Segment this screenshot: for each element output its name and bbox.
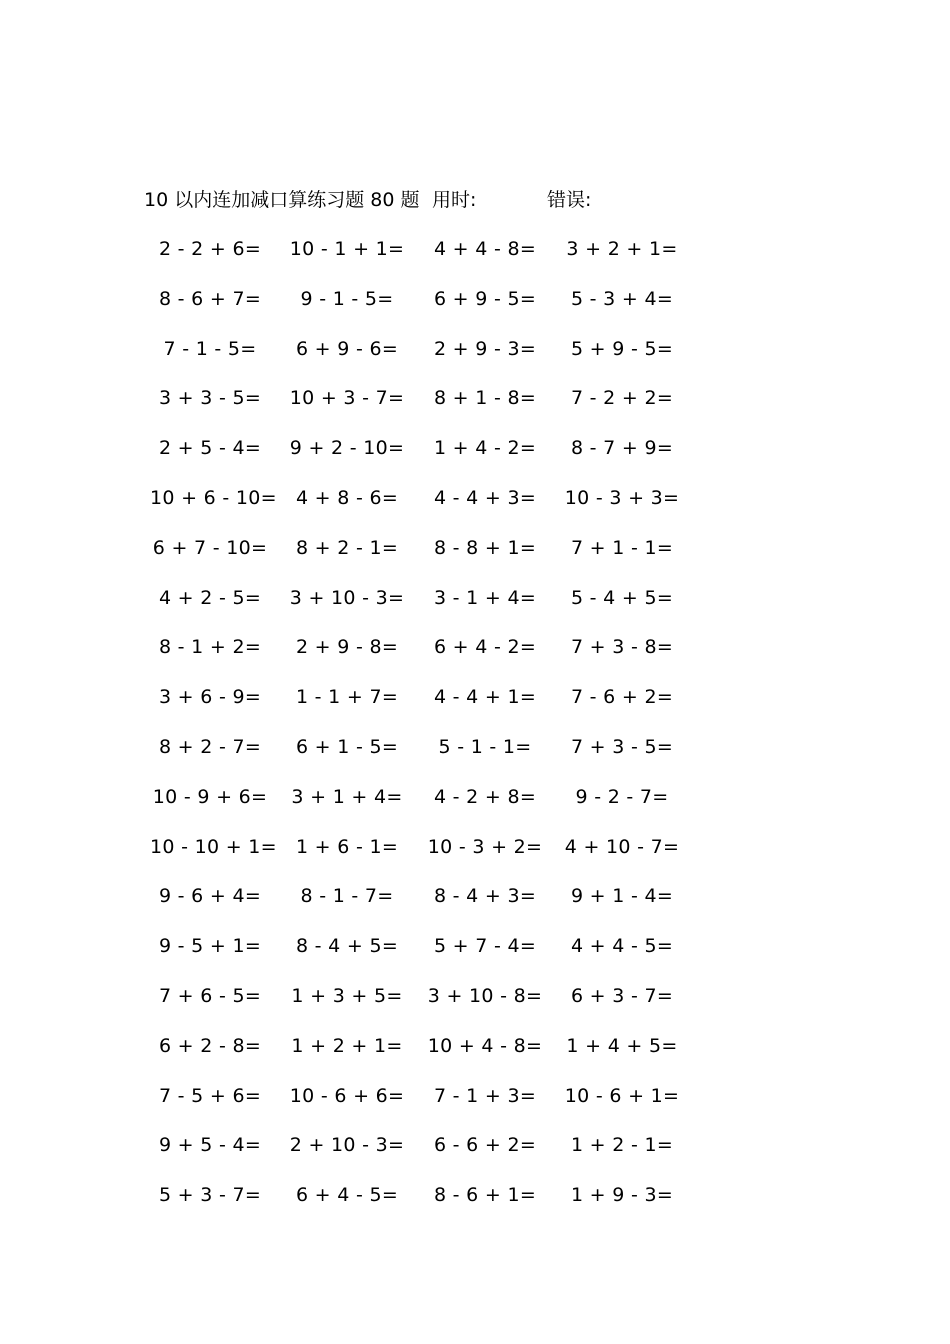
problem-cell: 1 - 1 + 7= [295, 686, 399, 709]
problem-cell: 2 + 10 - 3= [289, 1134, 405, 1157]
problem-cell: 6 + 2 - 8= [158, 1034, 262, 1057]
problem-row [0, 681, 950, 731]
problem-cell: 6 + 4 - 5= [295, 1184, 399, 1207]
problem-cell: 6 + 1 - 5= [295, 735, 399, 758]
problem-cell: 3 + 10 - 8= [427, 984, 543, 1007]
problem-cell: 8 - 8 + 1= [433, 536, 537, 559]
problem-cell: 5 + 9 - 5= [570, 337, 674, 360]
time-label: 用时: [432, 189, 477, 211]
problem-cell: 8 - 4 + 5= [295, 935, 399, 958]
problem-cell: 3 - 1 + 4= [433, 586, 537, 609]
problem-cell: 2 + 9 - 8= [295, 636, 399, 659]
problem-cell: 1 + 2 + 1= [291, 1034, 403, 1057]
problem-cell: 7 - 2 + 2= [570, 387, 674, 410]
problem-cell: 5 + 7 - 4= [433, 935, 537, 958]
problem-cell: 6 + 9 - 6= [295, 337, 399, 360]
problem-cell: 1 + 4 + 5= [566, 1034, 678, 1057]
problem-cell: 8 - 1 + 2= [158, 636, 262, 659]
problem-cell: 10 - 6 + 6= [289, 1084, 405, 1107]
problem-cell: 10 - 10 + 1= [150, 835, 277, 858]
problem-cell: 6 + 4 - 2= [433, 636, 537, 659]
problem-cell: 4 - 4 + 1= [433, 686, 537, 709]
problem-cell: 4 + 8 - 6= [295, 486, 399, 509]
problem-cell: 8 + 2 - 7= [158, 735, 262, 758]
problem-cell: 3 + 6 - 9= [158, 686, 262, 709]
problem-cell: 7 + 3 - 8= [570, 636, 674, 659]
problem-row [0, 432, 950, 482]
problem-cell: 5 - 1 - 1= [438, 735, 532, 758]
problem-cell: 9 + 1 - 4= [570, 885, 674, 908]
problem-cell: 4 + 2 - 5= [158, 586, 262, 609]
problem-row [0, 880, 950, 930]
problem-cell: 10 + 3 - 7= [289, 387, 405, 410]
problem-cell: 10 - 3 + 2= [427, 835, 543, 858]
problem-cell: 4 + 10 - 7= [564, 835, 680, 858]
problem-row [0, 1030, 950, 1080]
problem-cell: 7 - 1 + 3= [433, 1084, 537, 1107]
errors-label: 错误: [547, 189, 592, 211]
problem-row [0, 631, 950, 681]
problem-cell: 7 + 1 - 1= [570, 536, 674, 559]
problem-cell: 2 - 2 + 6= [158, 238, 262, 260]
problem-cell: 4 + 4 - 5= [570, 935, 674, 958]
problem-cell: 4 - 2 + 8= [433, 785, 537, 808]
problem-row [0, 382, 950, 432]
problem-cell: 10 - 1 + 1= [289, 238, 405, 260]
problem-cell: 9 + 5 - 4= [158, 1134, 262, 1157]
problem-cell: 1 + 2 - 1= [570, 1134, 674, 1157]
problem-cell: 7 + 6 - 5= [158, 984, 262, 1007]
problem-cell: 7 - 6 + 2= [570, 686, 674, 709]
problem-row [0, 283, 950, 333]
problem-cell: 9 - 6 + 4= [158, 885, 262, 908]
problem-row [0, 831, 950, 881]
problem-grid [0, 233, 950, 1229]
problem-cell: 6 + 3 - 7= [570, 984, 674, 1007]
problem-row [0, 233, 950, 283]
problem-row [0, 1129, 950, 1179]
problem-row [0, 930, 950, 980]
problem-cell: 8 + 2 - 1= [295, 536, 399, 559]
problem-cell: 7 + 3 - 5= [570, 735, 674, 758]
problem-cell: 10 - 9 + 6= [152, 785, 268, 808]
problem-cell: 1 + 6 - 1= [295, 835, 399, 858]
worksheet-title: 10 以内连加减口算练习题 80 题 [144, 189, 420, 211]
problem-cell: 8 - 6 + 1= [433, 1184, 537, 1207]
problem-cell: 10 + 6 - 10= [150, 486, 277, 509]
problem-cell: 3 + 10 - 3= [289, 586, 405, 609]
problem-cell: 8 - 6 + 7= [158, 287, 262, 310]
problem-cell: 10 - 6 + 1= [564, 1084, 680, 1107]
problem-row [0, 482, 950, 532]
problem-cell: 9 - 1 - 5= [300, 287, 394, 310]
problem-cell: 6 - 6 + 2= [433, 1134, 537, 1157]
problem-cell: 8 + 1 - 8= [433, 387, 537, 410]
problem-cell: 3 + 1 + 4= [291, 785, 403, 808]
problem-cell: 1 + 4 - 2= [433, 437, 537, 460]
problem-row [0, 532, 950, 582]
problem-cell: 1 + 3 + 5= [291, 984, 403, 1007]
problem-row [0, 582, 950, 632]
problem-row [0, 1080, 950, 1130]
problem-row [0, 731, 950, 781]
problem-cell: 7 - 5 + 6= [158, 1084, 262, 1107]
problem-cell: 2 + 9 - 3= [433, 337, 537, 360]
problem-cell: 6 + 9 - 5= [433, 287, 537, 310]
problem-cell: 9 - 2 - 7= [575, 785, 669, 808]
problem-row [0, 333, 950, 383]
problem-cell: 2 + 5 - 4= [158, 437, 262, 460]
problem-cell: 8 - 1 - 7= [300, 885, 394, 908]
problem-cell: 5 - 3 + 4= [570, 287, 674, 310]
problem-cell: 8 - 7 + 9= [570, 437, 674, 460]
problem-cell: 10 - 3 + 3= [564, 486, 680, 509]
problem-cell: 3 + 2 + 1= [566, 238, 678, 260]
problem-cell: 5 - 4 + 5= [570, 586, 674, 609]
problem-row [0, 1179, 950, 1229]
problem-row [0, 781, 950, 831]
problem-cell: 4 - 4 + 3= [433, 486, 537, 509]
problem-cell: 10 + 4 - 8= [427, 1034, 543, 1057]
problem-row [0, 980, 950, 1030]
problem-cell: 7 - 1 - 5= [163, 337, 257, 360]
problem-cell: 6 + 7 - 10= [152, 536, 268, 559]
problem-cell: 3 + 3 - 5= [158, 387, 262, 410]
problem-cell: 1 + 9 - 3= [570, 1184, 674, 1207]
problem-cell: 8 - 4 + 3= [433, 885, 537, 908]
problem-cell: 9 - 5 + 1= [158, 935, 262, 958]
problem-cell: 9 + 2 - 10= [289, 437, 405, 460]
problem-cell: 5 + 3 - 7= [158, 1184, 262, 1207]
problem-cell: 4 + 4 - 8= [433, 238, 537, 260]
